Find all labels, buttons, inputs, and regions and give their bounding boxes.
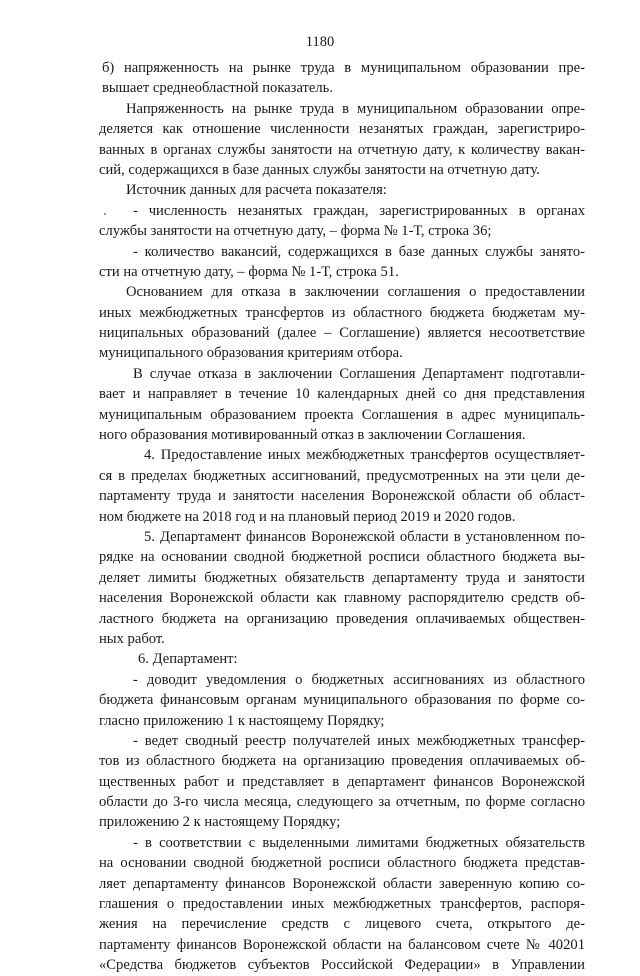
text-line: б) напряженность на рынке труда в муниципальном образовании пре- [102, 60, 585, 76]
text-line: вает и направляет в течение 10 календарных дней со дня представления [99, 386, 585, 403]
text-line: тов из областного бюджета на организацию проведения оплачиваемых об- [99, 753, 585, 770]
text-line: ниципальных образований (далее – Соглашение) является несоответствие [99, 325, 585, 342]
text-line: - в соответствии с выделенными лимитами бюджетных обязательств [133, 834, 585, 851]
text-line: - доводит уведомления о бюджетных ассигнованиях из областного [133, 671, 585, 688]
text-line: вышает среднеобластной показатель. [102, 80, 333, 97]
text-line: В случае отказа в заключении Соглашения Департамент подготавли- [133, 365, 585, 382]
text-line: на основании сводной бюджетной росписи областного бюджета представ- [99, 855, 585, 872]
text-line: гласно приложению 1 к настоящему Порядку; [99, 712, 385, 729]
text-line: ся в пределах бюджетных ассигнований, предусмотренных на эти цели де- [99, 467, 585, 484]
text-line: населения Воронежской области как главному распорядителю средств об- [99, 590, 585, 607]
page-number: 1180 [305, 34, 335, 50]
text-line: - ведет сводный реестр получателей иных межбюджетных трансфер- [133, 732, 585, 749]
text-line: Основанием для отказа в заключении соглашения о предоставлении [126, 284, 585, 301]
text-line: «Средства бюджетов субъектов Российской Федерации» в Управлении [99, 957, 585, 974]
text-line: ляет департаменту финансов Воронежской области заверенную копию со- [99, 875, 585, 892]
text-line: ластного бюджета на организацию проведения оплачиваемых обществен- [99, 610, 585, 627]
text-line: 5. Департамент финансов Воронежской области в установленном по- [144, 528, 585, 545]
text-line: деляется как отношение численности незанятых граждан, зарегистриро- [99, 121, 585, 138]
text-line: - численность незанятых граждан, зарегистрированных в органах [133, 202, 585, 219]
text-line: сий, содержащихся в базе данных службы занятости на отчетную дату. [99, 161, 540, 178]
text-line: партаменту финансов Воронежской области на балансовом счете № 40201 [99, 936, 585, 953]
text-line: иных межбюджетных трансфертов из областного бюджета бюджетам му- [99, 304, 585, 321]
text-line: приложению 2 к настоящему Порядку; [99, 814, 341, 831]
text-line: 6. Департамент: [138, 651, 238, 668]
text-line: службы занятости на отчетную дату, – форма № 1-Т, строка 36; [99, 223, 492, 240]
text-line: области до 3-го числа месяца, следующего за отчетным, по форме согласно [99, 794, 585, 811]
text-line: партаменту труда и занятости населения Воронежской области об област- [99, 488, 585, 505]
text-line: жения на перечисление средств с лицевого счета, открытого де- [99, 916, 585, 933]
text-line: сти на отчетную дату, – форма № 1-Т, строка 51. [99, 263, 399, 280]
text-line: муниципального образования критериям отбора. [99, 345, 403, 362]
text-line: рядке на основании сводной бюджетной росписи областного бюджета вы- [99, 549, 585, 566]
text-line: деляет лимиты бюджетных обязательств департаменту труда и занятости [99, 569, 585, 586]
text-line: ного образования мотивированный отказ в заключении Соглашения. [99, 427, 526, 444]
text-line: щественных работ и представляет в департамент финансов Воронежской [99, 773, 585, 790]
text-line: Источник данных для расчета показателя: [126, 182, 387, 199]
text-line: 4. Предоставление иных межбюджетных трансфертов осуществляет- [144, 447, 585, 464]
text-line: ных работ. [99, 630, 165, 647]
text-line: ном бюджете на 2018 год и на плановый период 2019 и 2020 годов. [99, 508, 516, 525]
text-line: ванных в органах службы занятости на отчетную дату, к количеству вакан- [99, 141, 585, 158]
text-line: - количество вакансий, содержащихся в базе данных службы занято- [133, 243, 585, 260]
text-line: муниципальным образованием проекта Соглашения в адрес муниципаль- [99, 406, 585, 423]
text-line: бюджета финансовым органам муниципального образования по форме со- [99, 692, 585, 709]
text-line: Напряженность на рынке труда в муниципальном образовании опре- [126, 100, 585, 117]
document-body [99, 58, 585, 976]
text-line: глашения о предоставлении иных межбюджетных трансфертов, распоря- [99, 896, 585, 913]
